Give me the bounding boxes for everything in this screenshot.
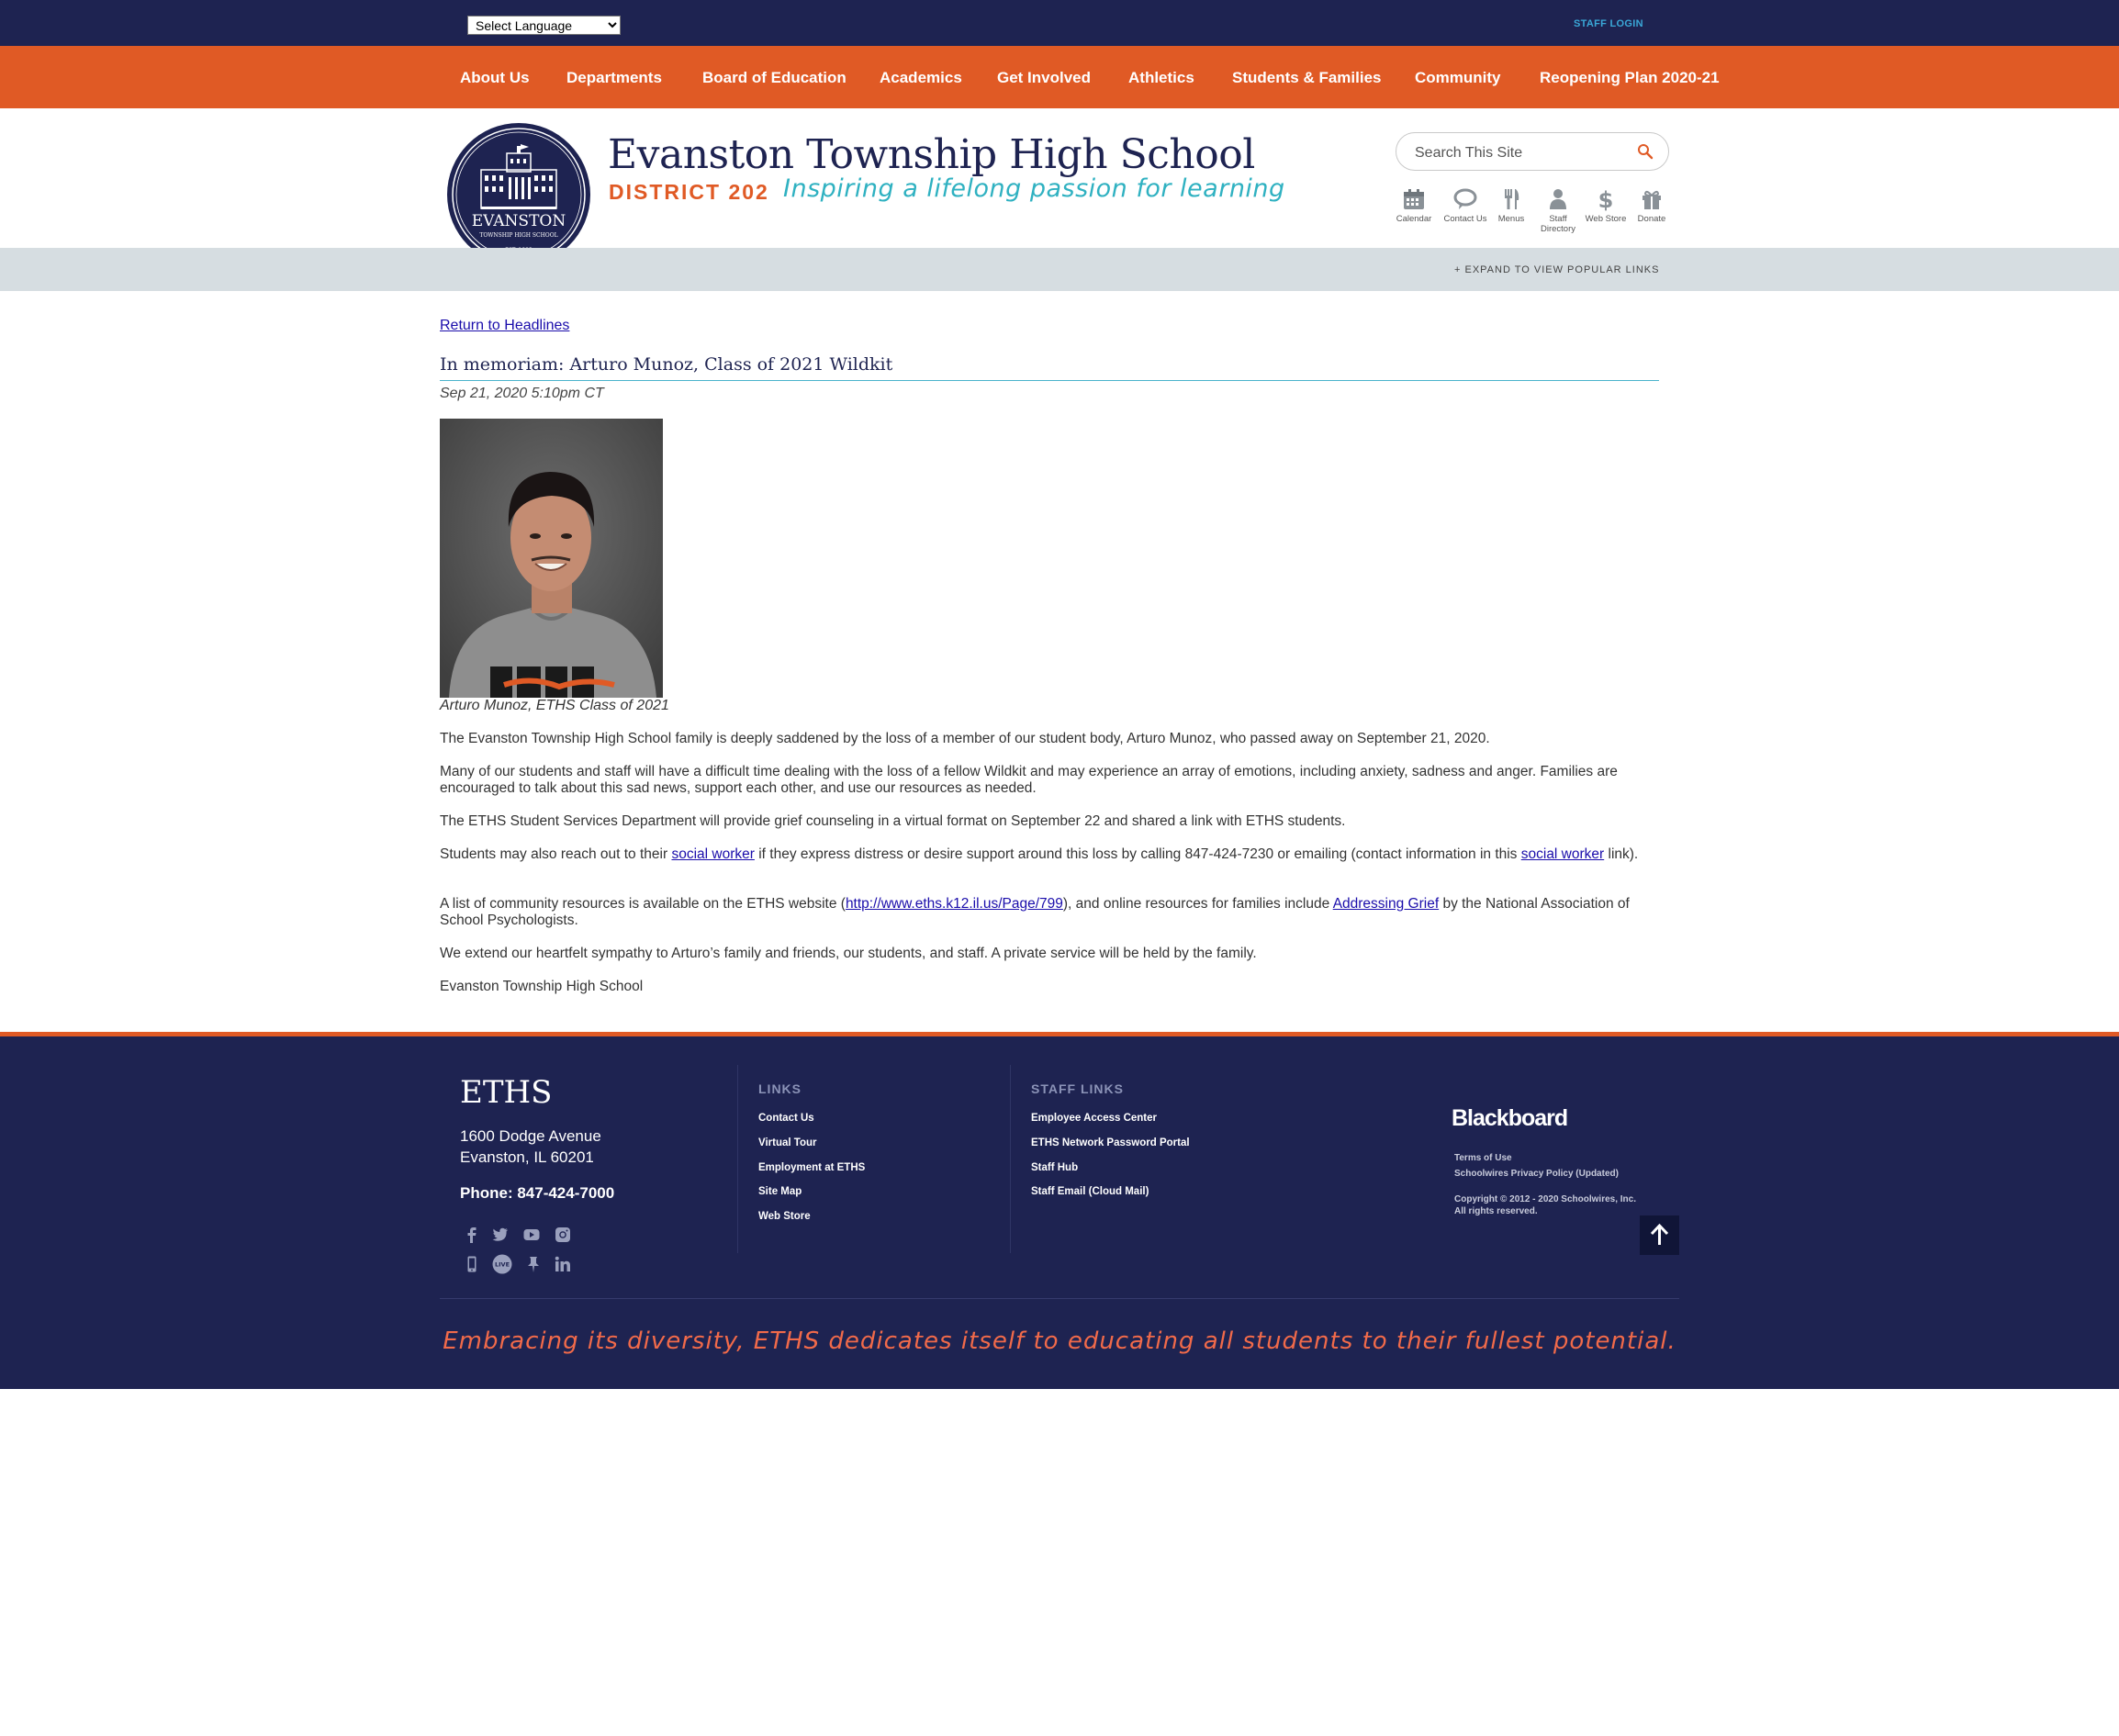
article-paragraph: The ETHS Student Services Department will provide grief counseling in a virtual format on September 22 and shared a link with ETHS students. xyxy=(440,813,1346,829)
privacy-policy-link[interactable]: Schoolwires Privacy Policy (Updated) xyxy=(1454,1169,1619,1179)
nav-reopening-plan[interactable]: Reopening Plan 2020-21 xyxy=(1540,69,1720,86)
footer-link-contact-us[interactable]: Contact Us xyxy=(758,1113,814,1124)
footer-staff-links-heading: STAFF LINKS xyxy=(1031,1081,1124,1096)
footer-divider xyxy=(1010,1065,1011,1253)
footer-link-employment[interactable]: Employment at ETHS xyxy=(758,1162,866,1173)
calendar-icon xyxy=(1402,187,1426,211)
staff-login-link[interactable]: STAFF LOGIN xyxy=(1574,18,1643,29)
pin-icon[interactable] xyxy=(525,1256,542,1272)
article-paragraph xyxy=(440,846,1652,863)
person-icon xyxy=(1546,187,1570,211)
quick-link-staff-directory[interactable] xyxy=(1534,187,1582,234)
copyright-line1: Copyright © 2012 - 2020 Schoolwires, Inc. xyxy=(1454,1194,1636,1204)
footer-link-staff-hub[interactable]: Staff Hub xyxy=(1031,1162,1079,1173)
speech-bubble-icon xyxy=(1453,187,1477,211)
school-logo[interactable] xyxy=(446,122,591,267)
student-photo xyxy=(440,419,663,698)
article-title: In memoriam: Arturo Munoz, Class of 2021 Wildkit xyxy=(440,354,893,375)
footer-motto: Embracing its diversity, ETHS dedicates itself to educating all students to their fullest potential. xyxy=(443,1327,1676,1355)
nav-academics[interactable]: Academics xyxy=(880,69,962,86)
quick-link-contact[interactable] xyxy=(1441,187,1489,224)
quick-link-donate[interactable] xyxy=(1628,187,1676,224)
popular-links-bar xyxy=(0,248,2119,291)
linkedin-icon[interactable] xyxy=(555,1256,571,1272)
nav-board-of-education[interactable]: Board of Education xyxy=(702,69,846,86)
article-paragraph xyxy=(440,896,1652,929)
footer-address-line1: 1600 Dodge Avenue xyxy=(460,1127,601,1145)
district-label: DISTRICT 202 xyxy=(609,180,769,204)
search-input[interactable] xyxy=(1413,142,1637,164)
article-date: Sep 21, 2020 5:10pm CT xyxy=(440,386,604,401)
footer-link-password-portal[interactable]: ETHS Network Password Portal xyxy=(1031,1137,1190,1148)
nav-community[interactable]: Community xyxy=(1415,69,1501,86)
footer-link-virtual-tour[interactable]: Virtual Tour xyxy=(758,1137,817,1148)
nav-about-us[interactable]: About Us xyxy=(460,69,530,86)
footer-phone: Phone: 847-424-7000 xyxy=(460,1184,615,1202)
quick-link-label: Donate xyxy=(1637,214,1666,224)
gift-icon xyxy=(1640,187,1664,211)
fork-knife-icon xyxy=(1499,187,1523,211)
article-paragraph: The Evanston Township High School family is deeply saddened by the loss of a member of our student body, Arturo Munoz, who passed away on September 21, 2020. xyxy=(440,731,1490,746)
quick-link-label: Calendar xyxy=(1396,214,1432,224)
quick-link-label: Menus xyxy=(1497,214,1525,224)
text-run: A list of community resources is available on the ETHS website ( xyxy=(440,896,846,912)
nav-departments[interactable]: Departments xyxy=(566,69,662,86)
logo-subtext: TOWNSHIP HIGH SCHOOL xyxy=(479,232,558,239)
quick-link-label: Staff Directory xyxy=(1540,214,1575,234)
svg-text:$: $ xyxy=(1598,187,1614,211)
community-resources-link[interactable]: http://www.eths.k12.il.us/Page/799 xyxy=(845,896,1063,912)
text-run: if they express distress or desire support around this loss by calling 847-424-7230 or emailing (contact information in this xyxy=(754,846,1521,862)
footer-links-heading: LINKS xyxy=(758,1081,802,1096)
article-paragraph: Many of our students and staff will have a difficult time dealing with the loss of a fellow Wildkit and may experience an array of emotions, including anxiety, sadness and anger. Families are encouraged to talk about this sad news, support each other, and use our resources as needed. xyxy=(440,764,1618,796)
nav-students-families[interactable]: Students & Families xyxy=(1232,69,1382,86)
nav-get-involved[interactable]: Get Involved xyxy=(997,69,1092,86)
article-signature: Evanston Township High School xyxy=(440,979,644,994)
svg-text:LIVE: LIVE xyxy=(494,1260,510,1269)
live-icon[interactable] xyxy=(492,1254,512,1274)
main-nav xyxy=(0,46,2119,108)
footer-address-line2: Evanston, IL 60201 xyxy=(460,1148,594,1166)
social-worker-link[interactable]: social worker xyxy=(1520,846,1605,862)
instagram-icon[interactable] xyxy=(555,1226,571,1243)
blackboard-logo[interactable]: Blackboard xyxy=(1452,1105,1568,1131)
terms-of-use-link[interactable]: Terms of Use xyxy=(1454,1153,1512,1163)
title-divider xyxy=(440,380,1659,381)
quick-link-label: Web Store xyxy=(1585,214,1627,224)
nav-athletics[interactable]: Athletics xyxy=(1128,69,1194,86)
text-run: link). xyxy=(1604,846,1639,862)
mobile-app-icon[interactable] xyxy=(464,1256,480,1272)
footer-link-staff-email[interactable]: Staff Email (Cloud Mail) xyxy=(1031,1186,1149,1197)
school-name[interactable]: Evanston Township High School xyxy=(608,131,1255,178)
text-run: by the National Association of School Psychologists. xyxy=(440,896,1630,928)
footer-link-site-map[interactable]: Site Map xyxy=(758,1186,802,1197)
social-worker-link[interactable]: social worker xyxy=(671,846,755,862)
tagline: Inspiring a lifelong passion for learning xyxy=(783,174,1285,203)
language-select[interactable] xyxy=(467,16,621,35)
quick-link-calendar[interactable] xyxy=(1390,187,1438,224)
text-run: ), and online resources for families include xyxy=(1062,896,1333,912)
expand-popular-links[interactable]: + EXPAND TO VIEW POPULAR LINKS xyxy=(1454,264,1660,275)
addressing-grief-link[interactable]: Addressing Grief xyxy=(1332,896,1440,912)
footer-link-employee-access[interactable]: Employee Access Center xyxy=(1031,1113,1158,1124)
twitter-icon[interactable] xyxy=(492,1226,509,1243)
top-utility-bar xyxy=(0,0,2119,46)
youtube-icon[interactable] xyxy=(523,1226,540,1243)
text-run: Students may also reach out to their xyxy=(440,846,672,862)
quick-link-label: Contact Us xyxy=(1443,214,1487,224)
return-to-headlines-link[interactable]: Return to Headlines xyxy=(440,318,570,333)
footer-school-name: ETHS xyxy=(460,1074,553,1111)
quick-link-web-store[interactable] xyxy=(1582,187,1630,224)
copyright-line2: All rights reserved. xyxy=(1454,1206,1538,1216)
search-icon[interactable] xyxy=(1637,143,1654,160)
footer-link-web-store[interactable]: Web Store xyxy=(758,1211,811,1222)
logo-text: EVANSTON xyxy=(471,212,566,230)
footer-divider xyxy=(737,1065,738,1253)
search-box xyxy=(1396,132,1669,171)
dollar-icon xyxy=(1594,187,1618,211)
footer-rule xyxy=(440,1298,1679,1299)
facebook-icon[interactable] xyxy=(464,1226,480,1243)
back-to-top-button[interactable] xyxy=(1640,1215,1679,1255)
photo-caption: Arturo Munoz, ETHS Class of 2021 xyxy=(440,698,669,713)
quick-link-menus[interactable] xyxy=(1487,187,1535,224)
arrow-up-icon xyxy=(1640,1215,1679,1255)
article-paragraph: We extend our heartfelt sympathy to Arturo’s family and friends, our students, and staff. A private service will be held by the family. xyxy=(440,946,1257,961)
